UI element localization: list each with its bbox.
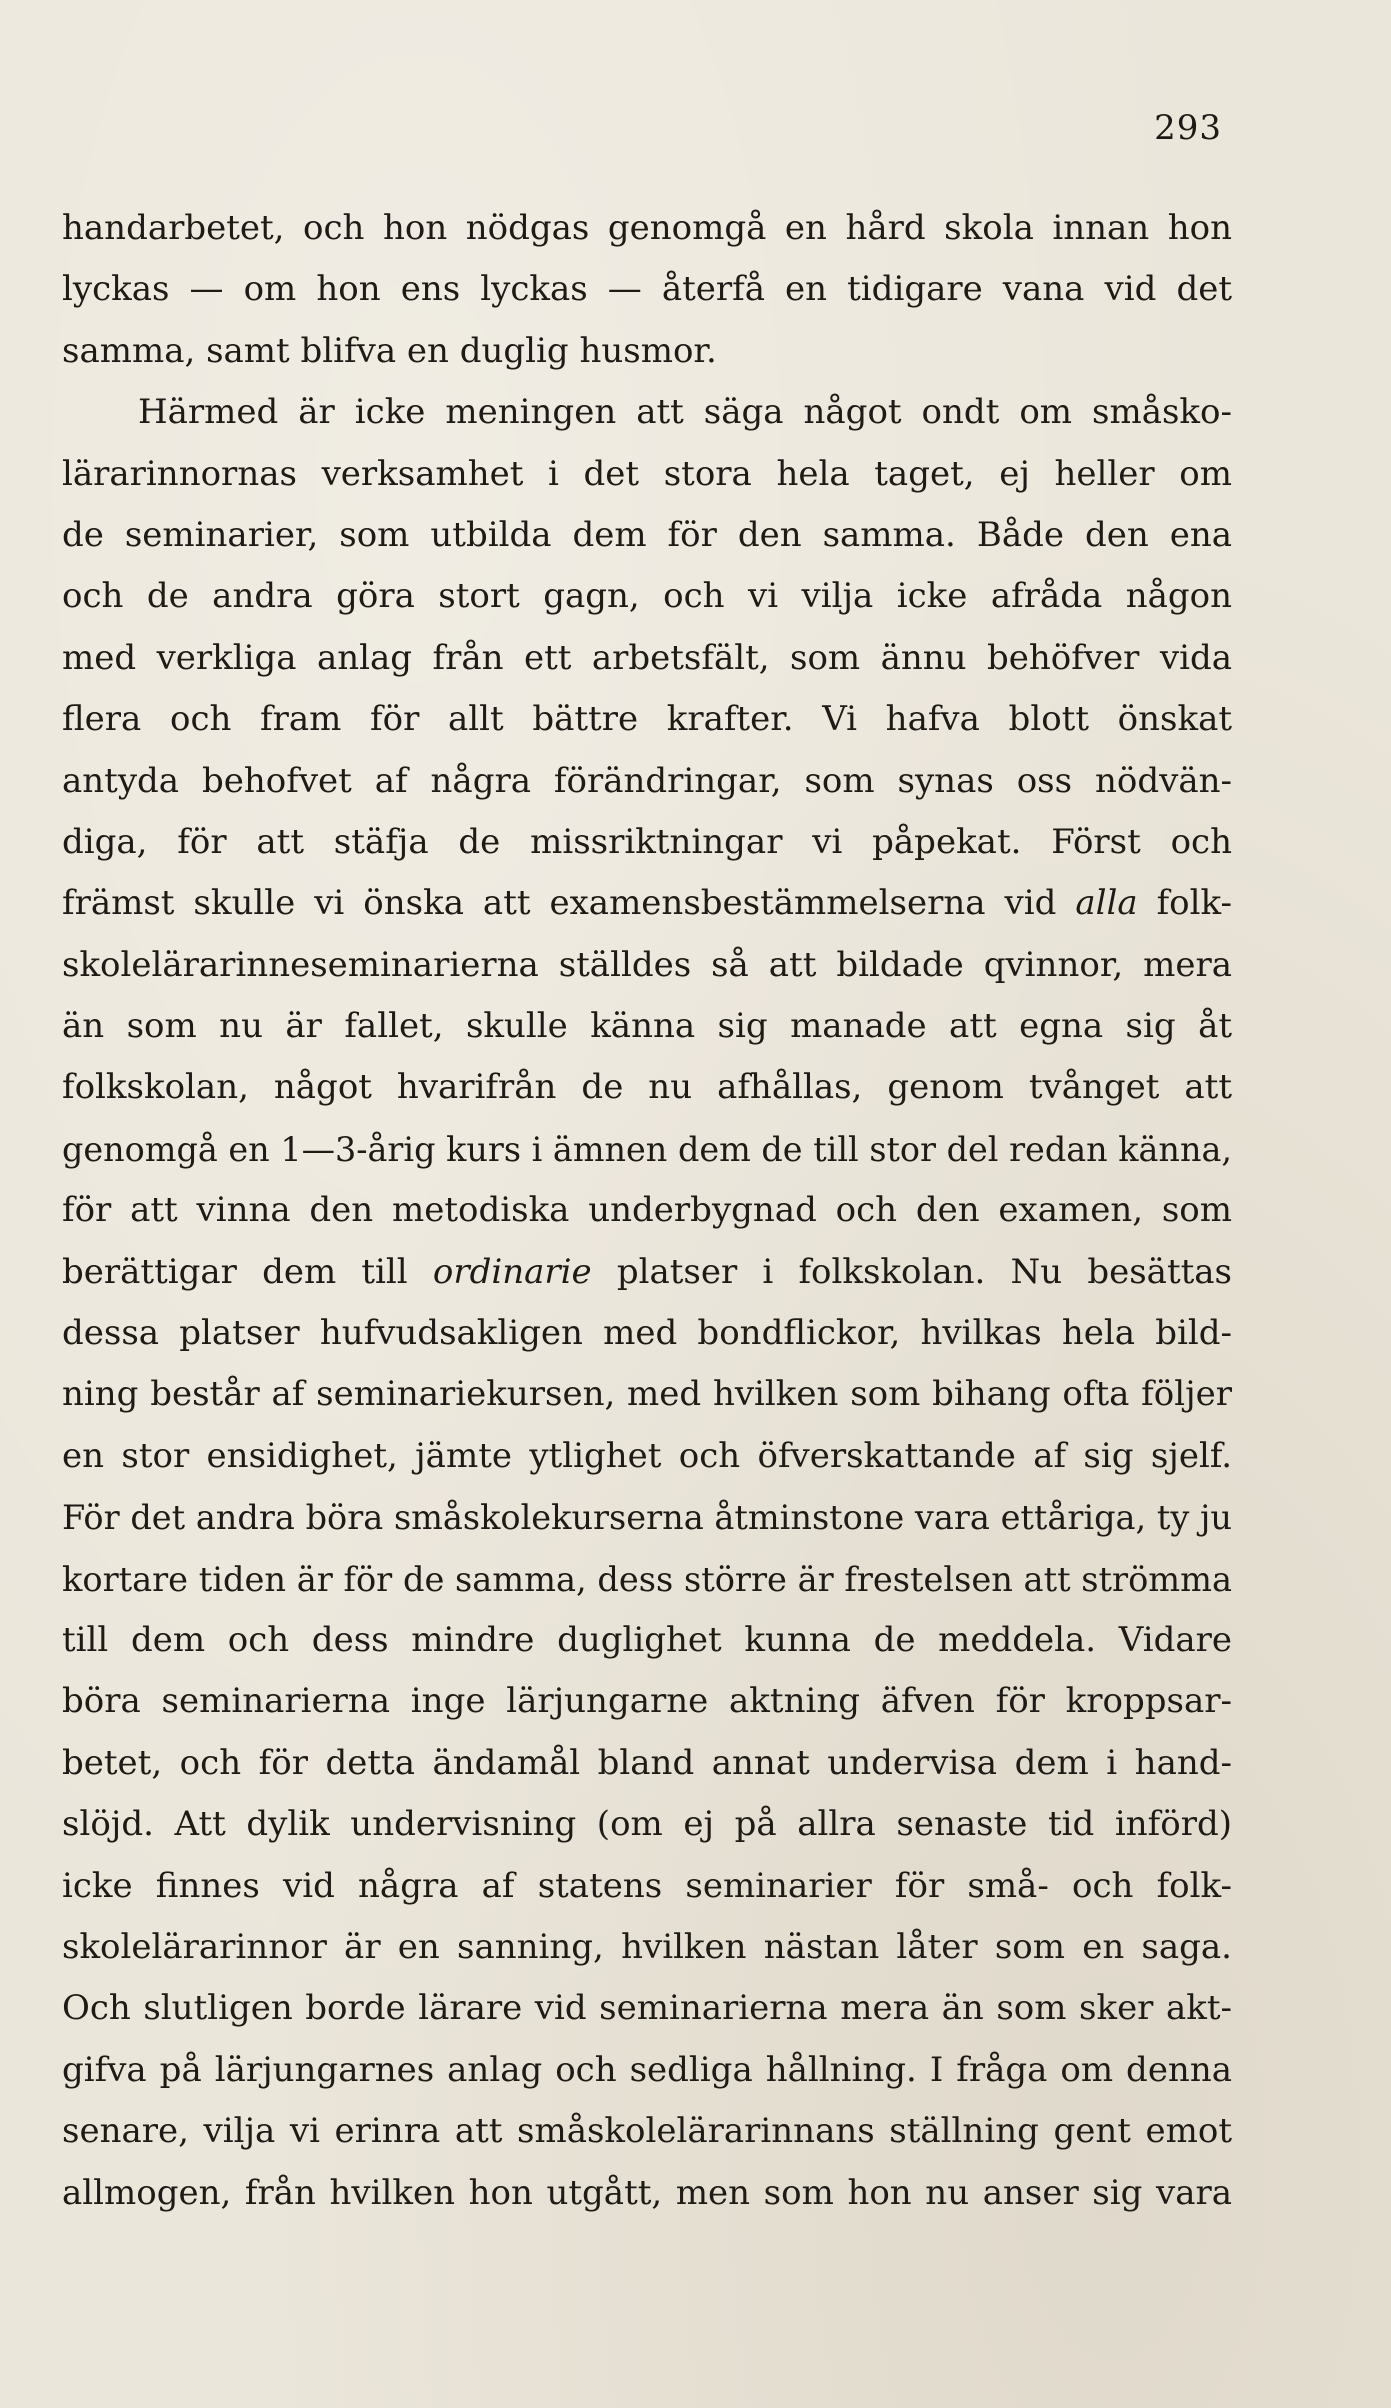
text-line: kortare tiden är för de samma, dess större är frestelsen att strömma: [62, 1559, 1232, 1599]
text-line: senare, vilja vi erinra att småskolelärarinnans ställning gent emot: [62, 2111, 1232, 2152]
text-line: till dem och dess mindre duglighet kunna de meddela. Vidare: [62, 1619, 1232, 1660]
text-line: samma, samt blifva en duglig husmor.: [62, 330, 717, 371]
text-line: allmogen, från hvilken hon utgått, men som hon nu anser sig vara: [62, 2172, 1232, 2213]
text-line: folkskolan, något hvarifrån de nu afhållas, genom tvånget att: [62, 1067, 1232, 1108]
body-text: [62, 198, 1232, 2224]
text-run: platser i folkskolan. Nu besättas: [591, 1251, 1232, 1292]
text-line: en stor ensidighet, jämte ytlighet och öfverskattande af sig sjelf.: [62, 1435, 1232, 1476]
text-line: [62, 1242, 1232, 1303]
italic-word: ordinarie: [432, 1251, 592, 1292]
text-line: än som nu är fallet, skulle känna sig manade att egna sig åt: [62, 1006, 1232, 1047]
text-line: ning består af seminariekursen, med hvilken som bihang ofta följer: [62, 1374, 1232, 1415]
text-run: berättigar dem till: [62, 1251, 433, 1292]
text-line: antyda behofvet af några förändringar, som synas oss nödvän-: [62, 760, 1232, 801]
text-run: främst skulle vi önska att examensbestämmelserna vid: [62, 883, 1076, 924]
text-line: och de andra göra stort gagn, och vi vilja icke afråda någon: [62, 576, 1232, 617]
text-line: slöjd. Att dylik undervisning (om ej på allra senaste tid införd): [62, 1804, 1232, 1845]
text-line: genomgå en 1—3-årig kurs i ämnen dem de till stor del redan känna,: [62, 1129, 1232, 1169]
text-line: med verkliga anlag från ett arbetsfält, som ännu behöfver vida: [62, 637, 1232, 678]
text-line: betet, och för detta ändamål bland annat undervisa dem i hand-: [62, 1742, 1232, 1783]
text-line: lärarinnornas verksamhet i det stora hela taget, ej heller om: [62, 453, 1232, 494]
text-line: gifva på lärjungarnes anlag och sedliga hållning. I fråga om denna: [62, 2049, 1232, 2090]
text-line: dessa platser hufvudsakligen med bondflickor, hvilkas hela bild-: [62, 1313, 1232, 1354]
text-line: icke finnes vid några af statens seminarier för små- och folk-: [62, 1865, 1232, 1906]
text-line: lyckas — om hon ens lyckas — återfå en tidigare vana vid det: [62, 269, 1232, 310]
text-line: för att vinna den metodiska underbygnad och den examen, som: [62, 1190, 1232, 1231]
text-line: För det andra böra småskolekurserna åtminstone vara ettåriga, ty ju: [62, 1498, 1232, 1538]
text-run: folk-: [1137, 883, 1233, 924]
italic-word: alla: [1075, 883, 1138, 924]
text-line: skolelärarinnor är en sanning, hvilken nästan låter som en saga.: [62, 1926, 1232, 1967]
text-line: böra seminarierna inge lärjungarne aktning äfven för kroppsar-: [62, 1681, 1232, 1722]
text-line: flera och fram för allt bättre krafter. Vi hafva blott önskat: [62, 699, 1232, 740]
text-line: Och slutligen borde lärare vid seminarierna mera än som sker akt-: [62, 1988, 1232, 2029]
text-line: de seminarier, som utbilda dem för den samma. Både den ena: [62, 514, 1232, 555]
text-line: handarbetet, och hon nödgas genomgå en hård skola innan hon: [62, 208, 1232, 248]
text-line: Härmed är icke meningen att säga något ondt om småsko-: [138, 392, 1232, 433]
text-line: diga, för att stäfja de missriktningar vi påpekat. Först och: [62, 821, 1232, 862]
text-line: skolelärarinneseminarierna ställdes så att bildade qvinnor, mera: [62, 944, 1232, 985]
text-line: [62, 873, 1232, 934]
page-number: 293: [1154, 108, 1222, 148]
